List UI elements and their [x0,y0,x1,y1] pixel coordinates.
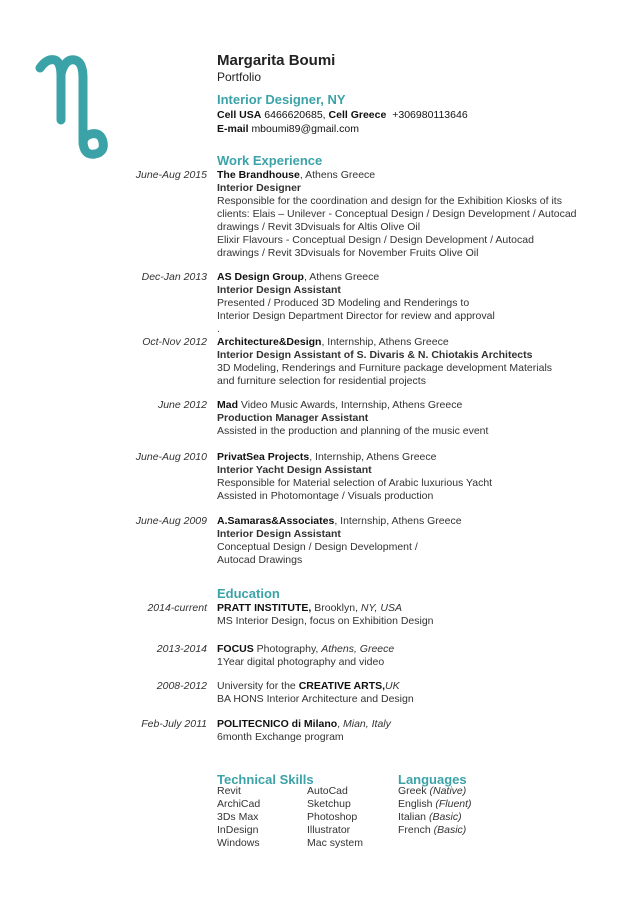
description-line: Assisted in Photomontage / Visuals production [217,490,434,502]
company-name: PrivatSea Projects [217,451,310,463]
language-item [398,798,472,811]
work-entry [217,271,617,336]
work-entry [217,515,617,567]
language-name: Greek [398,785,427,797]
work-date: June-Aug 2009 [135,515,207,527]
language-level: (Basic) [433,824,467,836]
school-program: Photography, [253,643,322,655]
email-label: E-mail [217,123,249,135]
education-date: Feb-July 2011 [141,718,207,730]
description-line: drawings / Revit 3Dvisuals for November Fruits Olive Oil [217,247,479,259]
work-date: June 2012 [157,399,207,411]
skill-item: Sketchup [307,798,351,810]
company-name: AS Design Group [217,271,304,283]
work-entry [217,336,617,388]
language-item [398,811,472,824]
degree-line: BA HONS Interior Architecture and Design [217,693,414,705]
company-name: Architecture&Design [217,336,322,348]
work-experience-heading: Work Experience [217,153,323,168]
degree-line: MS Interior Design, focus on Exhibition Design [217,615,434,627]
skill-item: Mac system [307,837,364,849]
description-line: 3D Modeling, Renderings and Furniture package development Materials [217,362,553,374]
job-role: Interior Designer [217,182,302,194]
education-entry [217,680,617,706]
cell-greece-number: +306980113646 [392,109,468,121]
cell-usa-label: Cell USA [217,109,262,121]
company-location: Video Music Awards, Internship, Athens Greece [238,399,463,411]
skill-item: Windows [217,837,260,849]
capricorn-symbol-icon [35,48,110,163]
person-name: Margarita Boumi [217,52,336,69]
degree-line: 6month Exchange program [217,731,344,743]
skill-item: Revit [217,785,241,797]
school-location: NY, USA [360,602,402,614]
description-line: Autocad Drawings [217,554,303,566]
cell-usa-number: 6466620685, [264,109,326,121]
description-line: Responsible for the coordination and design for the Exhibition Kiosks of its [217,195,562,207]
description-line: Interior Design Department Director for review and approval [217,310,495,322]
company-name: The Brandhouse [217,169,300,181]
school-separator: , [337,718,344,730]
education-date: 2008-2012 [156,680,207,692]
education-heading: Education [217,586,280,601]
work-date: Oct-Nov 2012 [142,336,207,348]
education-entry [217,643,617,669]
school-prefix: University for the [217,680,299,692]
school-city: Brooklyn, [311,602,361,614]
education-entry [217,718,617,744]
technical-skills-heading: Technical Skills [217,772,314,787]
resume-header [217,52,617,136]
degree-line: 1Year digital photography and video [217,656,385,668]
description-line: Presented / Produced 3D Modeling and Renderings to [217,297,470,309]
company-location: , Athens Greece [303,271,380,283]
skill-item: 3Ds Max [217,811,259,823]
skill-item: ArchiCad [217,798,261,810]
email-line [217,122,617,136]
skill-item: InDesign [217,824,259,836]
language-name: French [398,824,431,836]
description-line: drawings / Revit 3Dvisuals for Altis Olive Oil [217,221,421,233]
company-name: A.Samaras&Associates [217,515,335,527]
skill-item: Photoshop [307,811,358,823]
school-location: UK [385,680,400,692]
email-address: mboumi89@gmail.com [251,123,359,135]
job-title: Interior Designer, NY [217,92,346,107]
language-item [398,785,472,798]
description-line: Conceptual Design / Design Development / [217,541,418,553]
school-name: FOCUS [217,643,254,655]
description-line: Elixir Flavours - Conceptual Design / Design Development / Autocad [217,234,534,246]
work-date: June-Aug 2010 [135,451,207,463]
language-name: Italian [398,811,427,823]
company-location: , Athens Greece [299,169,376,181]
work-entry [217,451,617,503]
school-location: Athens, Greece [321,643,395,655]
description-line: Assisted in the production and planning of the music event [217,425,489,437]
cell-greece-label: Cell Greece [328,109,387,121]
phone-line [217,108,617,122]
description-line: . [217,323,220,335]
language-level: (Native) [429,785,467,797]
language-level: (Basic) [428,811,462,823]
school-name: POLITECNICO di Milano [217,718,338,730]
description-line: clients: Elais – Unilever - Conceptual Design / Design Development / Autocad [217,208,577,220]
education-date: 2013-2014 [156,643,207,655]
school-name: CREATIVE ARTS, [298,680,386,692]
company-name: Mad [217,399,238,411]
education-entry [217,602,617,628]
job-role: Interior Design Assistant of S. Divaris & N. Chiotakis Architects [217,349,533,361]
job-role: Production Manager Assistant [217,412,369,424]
company-location: , Internship, Athens Greece [334,515,462,527]
language-name: English [398,798,433,810]
job-role: Interior Yacht Design Assistant [217,464,372,476]
company-location: , Internship, Athens Greece [309,451,437,463]
description-line: and furniture selection for residential projects [217,375,426,387]
school-name: PRATT INSTITUTE, [217,602,312,614]
description-line: Responsible for Material selection of Arabic luxurious Yacht [217,477,493,489]
languages-list [398,785,472,837]
subtitle: Portfolio [217,70,262,84]
job-role: Interior Design Assistant [217,528,341,540]
company-location: , Internship, Athens Greece [321,336,449,348]
languages-heading: Languages [398,772,467,787]
work-date: Dec-Jan 2013 [141,271,207,283]
work-entry [217,169,617,260]
skill-item: Illustrator [307,824,351,836]
work-entry [217,399,617,438]
language-item [398,824,472,837]
school-location: Mian, Italy [343,718,391,730]
language-level: (Fluent) [435,798,472,810]
education-date: 2014-current [147,602,207,614]
job-role: Interior Design Assistant [217,284,341,296]
skill-item: AutoCad [307,785,348,797]
work-date: June-Aug 2015 [135,169,207,181]
